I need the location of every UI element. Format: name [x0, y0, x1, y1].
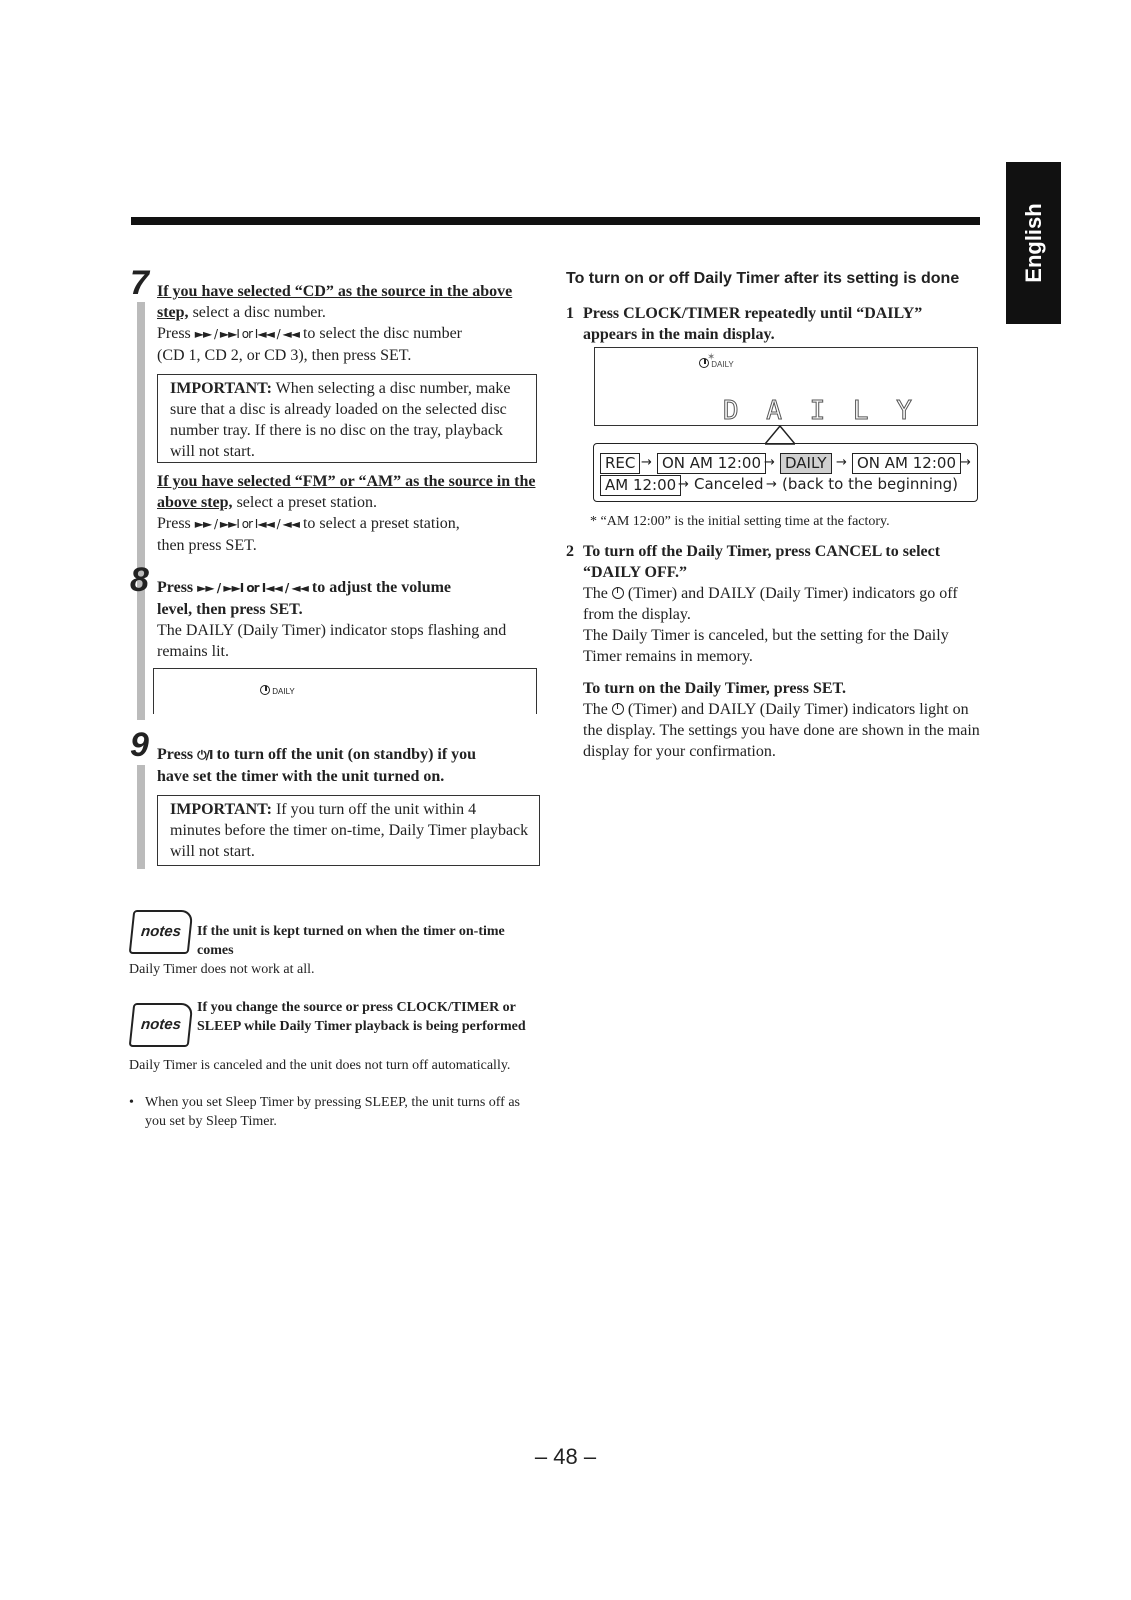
setting-sequence — [593, 443, 978, 502]
step-7-fm-block: If you have selected “FM” or “AM” as the source in the above step, select a preset station. Press ►► / ►►I or I◄◄ / ◄◄ to select a preset station, then press SET. — [157, 473, 536, 554]
arrow-icon: → — [766, 477, 777, 492]
seq-on-time-2: ON AM 12:00 — [852, 453, 961, 474]
top-rule — [131, 217, 980, 225]
cd-line3: (CD 1, CD 2, or CD 3), then press SET. — [157, 347, 412, 364]
flash-rays-icon: ✶ — [707, 352, 719, 363]
right-step-1-number: 1 — [566, 305, 574, 322]
step-9-bar — [137, 765, 145, 869]
notes-1-body: Daily Timer does not work at all. — [129, 962, 315, 977]
power-icon: ⏻/I — [197, 748, 213, 762]
skip-keys-icon: ►► / ►►I or I◄◄ / ◄◄ — [197, 581, 308, 595]
notes-2-bullet: • When you set Sleep Timer by pressing SLEEP, the unit turns off as you set by Sleep Timer. — [129, 1095, 520, 1129]
right-step-2-block: To turn off the Daily Timer, press CANCEL to select “DAILY OFF.” The (Timer) and DAILY (Daily Timer) indicators go off from the display. The Daily Timer is canceled, but the setting for the Daily Timer remains in memory. — [583, 543, 958, 665]
notes-icon: notes — [129, 910, 194, 954]
page-number: – 48 – — [534, 1444, 597, 1469]
main-display — [594, 347, 978, 426]
fm-heading: If you have selected “FM” or “AM” as the source in the above step, — [157, 473, 536, 511]
turn-on-block: To turn on the Daily Timer, press SET. The (Timer) and DAILY (Daily Timer) indicators light on the display. The settings you have done are shown in the main display for your confirmation. — [583, 680, 980, 760]
language-tab: English — [1006, 162, 1061, 324]
step-8-block: Press ►► / ►►I or I◄◄ / ◄◄ to adjust the volume level, then press SET. The DAILY (Daily Timer) indicator stops flashing and remains lit. — [157, 579, 507, 660]
step-7-cd-block: If you have selected “CD” as the source in the above step, select a disc number. Press ►► / ►►I or I◄◄ / ◄◄ to select the disc number (CD 1, CD 2, or CD 3), then press SET. — [157, 283, 513, 364]
pointer-triangle — [765, 425, 795, 445]
important-box-standby: IMPORTANT: If you turn off the unit within 4 minutes before the timer on-time, Daily Timer playback will not start. — [157, 795, 540, 866]
seq-off-time: AM 12:00 — [600, 475, 681, 496]
skip-keys-icon: ►► / ►►I or I◄◄ / ◄◄ — [194, 517, 299, 531]
timer-icon — [260, 685, 270, 695]
seq-rec: REC — [600, 453, 640, 474]
step-2-heading: To turn off the Daily Timer, press CANCEL to select “DAILY OFF.” — [583, 543, 941, 581]
skip-keys-icon: ►► / ►►I or I◄◄ / ◄◄ — [194, 327, 299, 341]
step-8-number: 8 — [130, 561, 149, 599]
important-box-disc: IMPORTANT: When selecting a disc number, make sure that a disc is already loaded on the selected disc number tray. If there is no disc on the tray, playback will not start. — [157, 374, 537, 463]
daily-indicator-flashing: DAILY — [699, 358, 734, 369]
cd-tail: select a disc number. — [188, 304, 326, 321]
right-heading: To turn on or off Daily Timer after its setting is done — [566, 270, 960, 287]
seq-back: (back to the beginning) — [782, 475, 958, 493]
timer-icon — [612, 587, 624, 599]
step-8-body: The DAILY (Daily Timer) indicator stops flashing and remains lit. — [157, 622, 507, 660]
notes-2-body: Daily Timer is canceled and the unit does not turn off automatically. — [129, 1058, 511, 1073]
arrow-icon: → — [678, 477, 689, 492]
step-7-bar — [137, 302, 145, 720]
right-step-2-number: 2 — [566, 543, 574, 560]
arrow-icon: → — [836, 455, 847, 470]
lcd-main-text: D A I L Y — [723, 396, 918, 426]
step-9-number: 9 — [130, 726, 149, 764]
timer-icon — [612, 703, 624, 715]
arrow-icon: → — [641, 455, 652, 470]
seq-canceled: Canceled — [694, 475, 764, 493]
step-9-heading: Press ⏻/I to turn off the unit (on standby) if you have set the timer with the unit turned on. — [157, 746, 477, 785]
right-step-1-text: Press CLOCK/TIMER repeatedly until “DAILY” appears in the main display. — [583, 305, 923, 343]
step-7-number: 7 — [130, 264, 149, 302]
footnote: * “AM 12:00” is the initial setting time at the factory. — [590, 514, 890, 529]
step-8-display — [153, 668, 537, 714]
notes-2-title: If you change the source or press CLOCK/TIMER or SLEEP while Daily Timer playback is being performed — [197, 1000, 526, 1034]
cd-heading: If you have selected “CD” as the source in the above step, — [157, 283, 513, 321]
notes-1-title: If the unit is kept turned on when the timer on-time comes — [197, 924, 505, 958]
arrow-icon: → — [960, 455, 971, 470]
arrow-icon: → — [764, 455, 775, 470]
turn-on-heading: To turn on the Daily Timer, press SET. — [583, 680, 847, 697]
seq-daily: DAILY — [780, 453, 832, 474]
seq-on-time: ON AM 12:00 — [657, 453, 766, 474]
notes-icon: notes — [129, 1003, 194, 1047]
daily-indicator: DAILY — [260, 685, 295, 696]
